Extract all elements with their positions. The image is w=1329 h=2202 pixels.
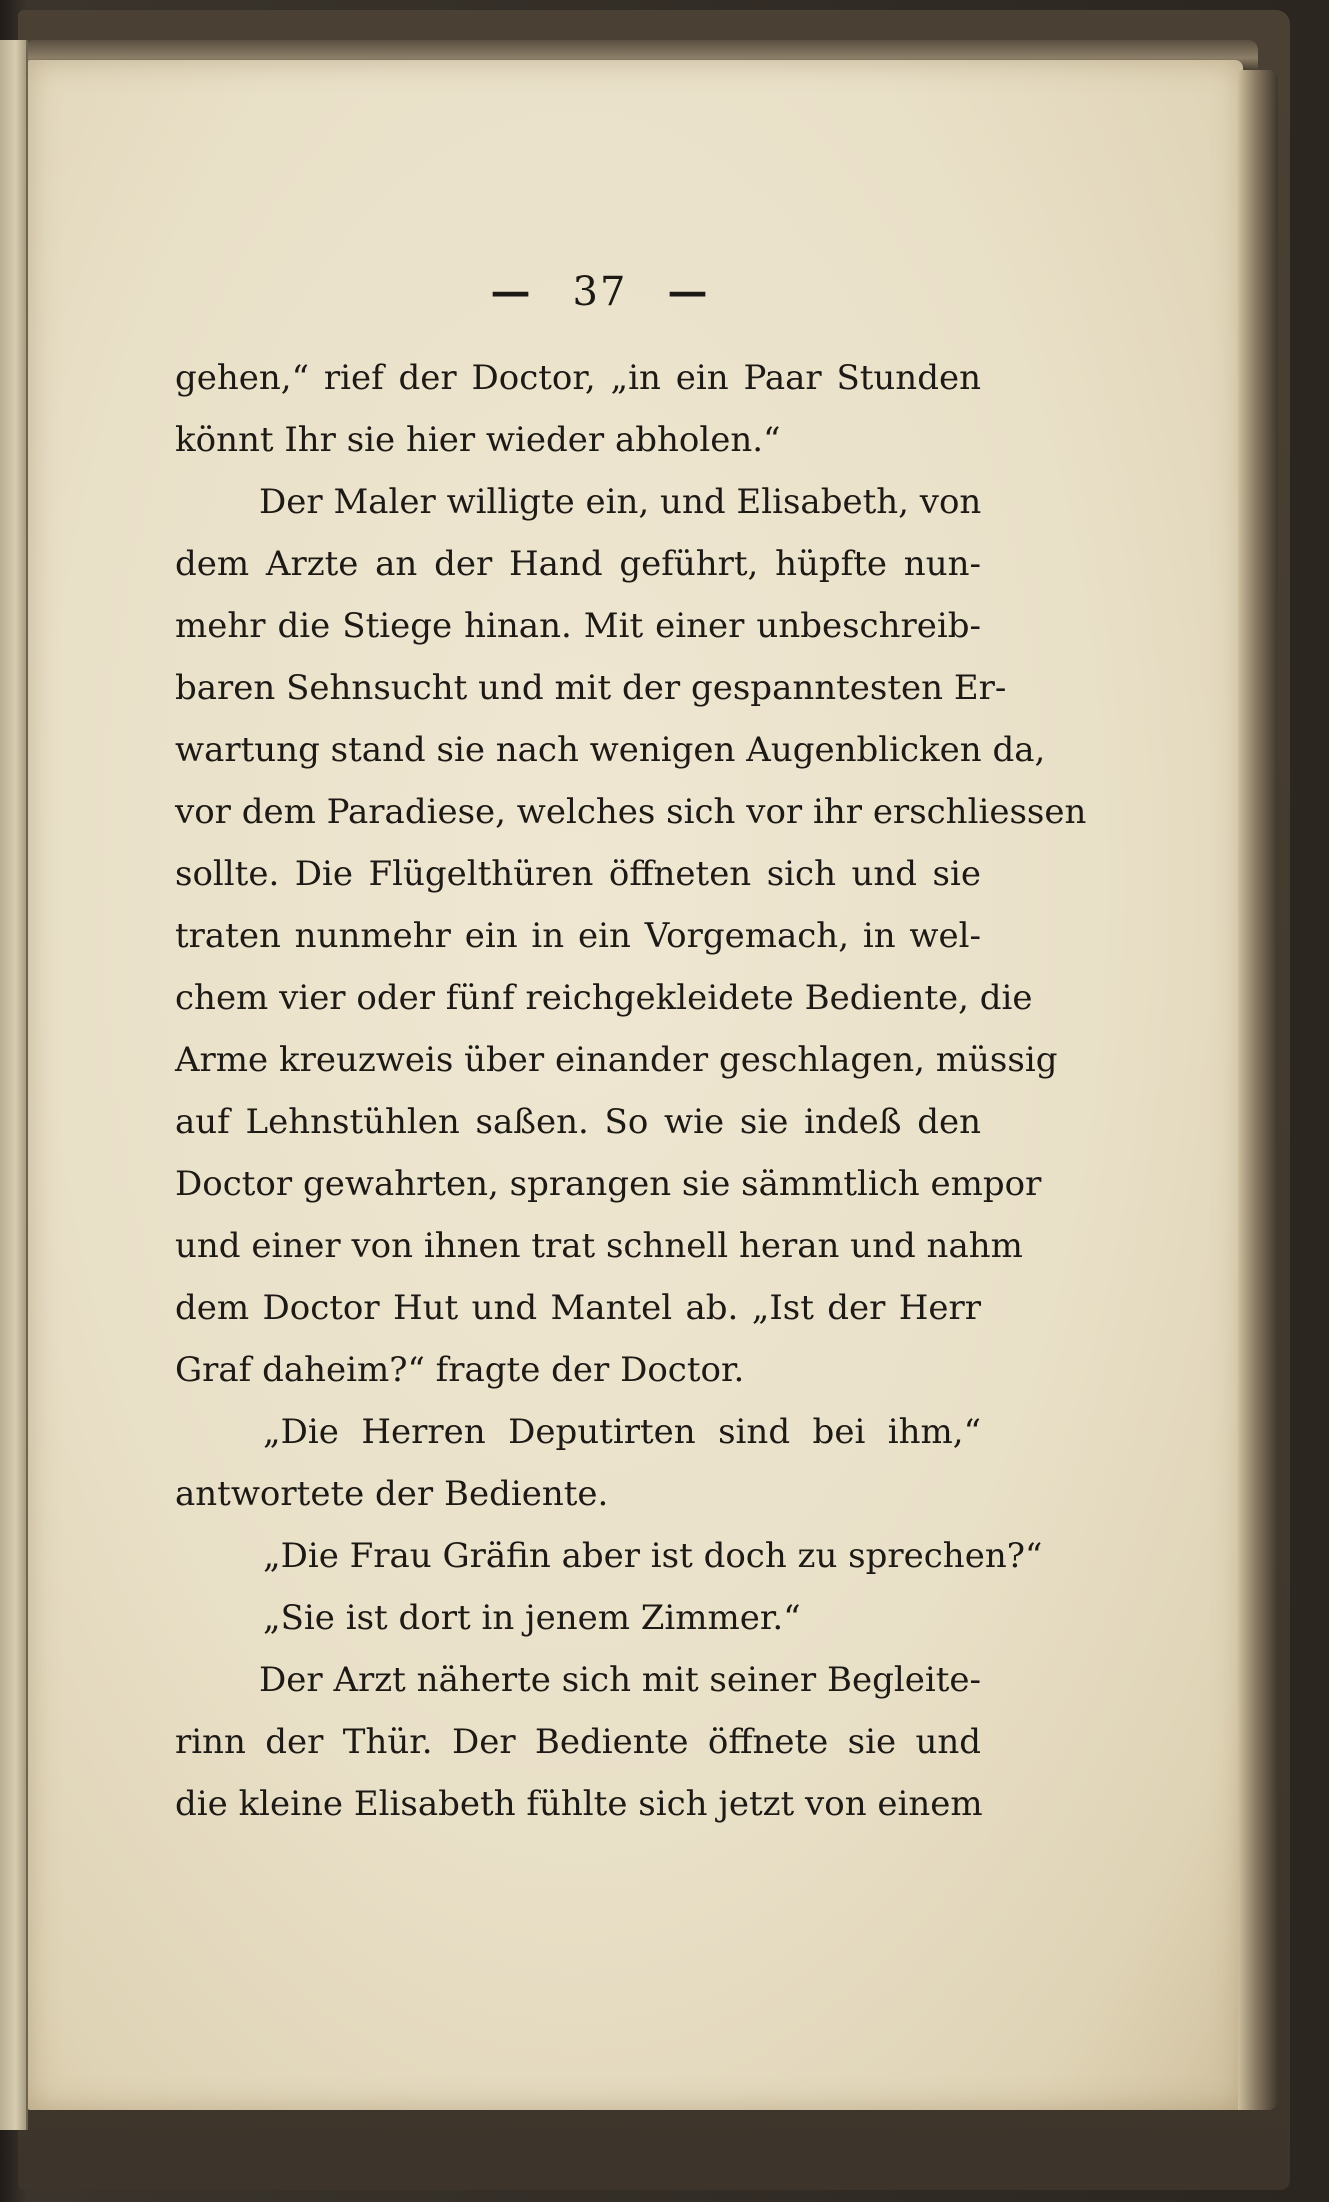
text-line: mehr die Stiege hinan. Mit einer unbeschreib-	[175, 606, 981, 646]
text-line: Der Maler willigte ein, und Elisabeth, von	[259, 482, 982, 522]
page-number-dash-left: —	[490, 268, 533, 315]
page-right-edge	[1238, 70, 1278, 2110]
text-line: sollte. Die Flügelthüren öffneten sich und sie	[175, 854, 981, 894]
facing-page-edge	[0, 40, 28, 2130]
text-line: chem vier oder fünf reichgekleidete Bediente, die	[175, 978, 1033, 1018]
text-line: baren Sehnsucht und mit der gespanntesten Er-	[175, 668, 1007, 708]
text-line: gehen,“ rief der Doctor, „in ein Paar Stunden	[175, 358, 981, 398]
text-line: die kleine Elisabeth fühlte sich jetzt von einem	[175, 1784, 983, 1824]
text-line: dem Doctor Hut und Mantel ab. „Ist der Herr	[175, 1288, 981, 1328]
text-line: „Die Herren Deputirten sind bei ihm,“	[263, 1412, 981, 1452]
text-line: dem Arzte an der Hand geführt, hüpfte nun-	[175, 544, 981, 584]
text-line: Der Arzt näherte sich mit seiner Begleite-	[259, 1660, 981, 1700]
text-line: „Die Frau Gräfin aber ist doch zu sprechen?“	[263, 1536, 1043, 1576]
text-line: vor dem Paradiese, welches sich vor ihr erschliessen	[175, 792, 1087, 832]
text-line: traten nunmehr ein in ein Vorgemach, in wel-	[175, 916, 981, 956]
text-line: und einer von ihnen trat schnell heran und nahm	[175, 1226, 1023, 1266]
text-line: Doctor gewahrten, sprangen sie sämmtlich empor	[175, 1164, 1042, 1204]
page-header	[430, 268, 770, 315]
page-number: 37	[572, 269, 628, 315]
text-line: Arme kreuzweis über einander geschlagen, müssig	[175, 1040, 1058, 1080]
text-line: könnt Ihr sie hier wieder abholen.“	[175, 420, 781, 460]
text-line: Graf daheim?“ fragte der Doctor.	[175, 1350, 745, 1390]
text-line: rinn der Thür. Der Bediente öffnete sie und	[175, 1722, 981, 1762]
text-line: „Sie ist dort in jenem Zimmer.“	[263, 1598, 801, 1638]
text-line: antwortete der Bediente.	[175, 1474, 609, 1514]
text-line: wartung stand sie nach wenigen Augenblicken da,	[175, 730, 1046, 770]
page-number-dash-right: —	[667, 268, 710, 315]
text-line: auf Lehnstühlen saßen. So wie sie indeß den	[175, 1102, 981, 1142]
